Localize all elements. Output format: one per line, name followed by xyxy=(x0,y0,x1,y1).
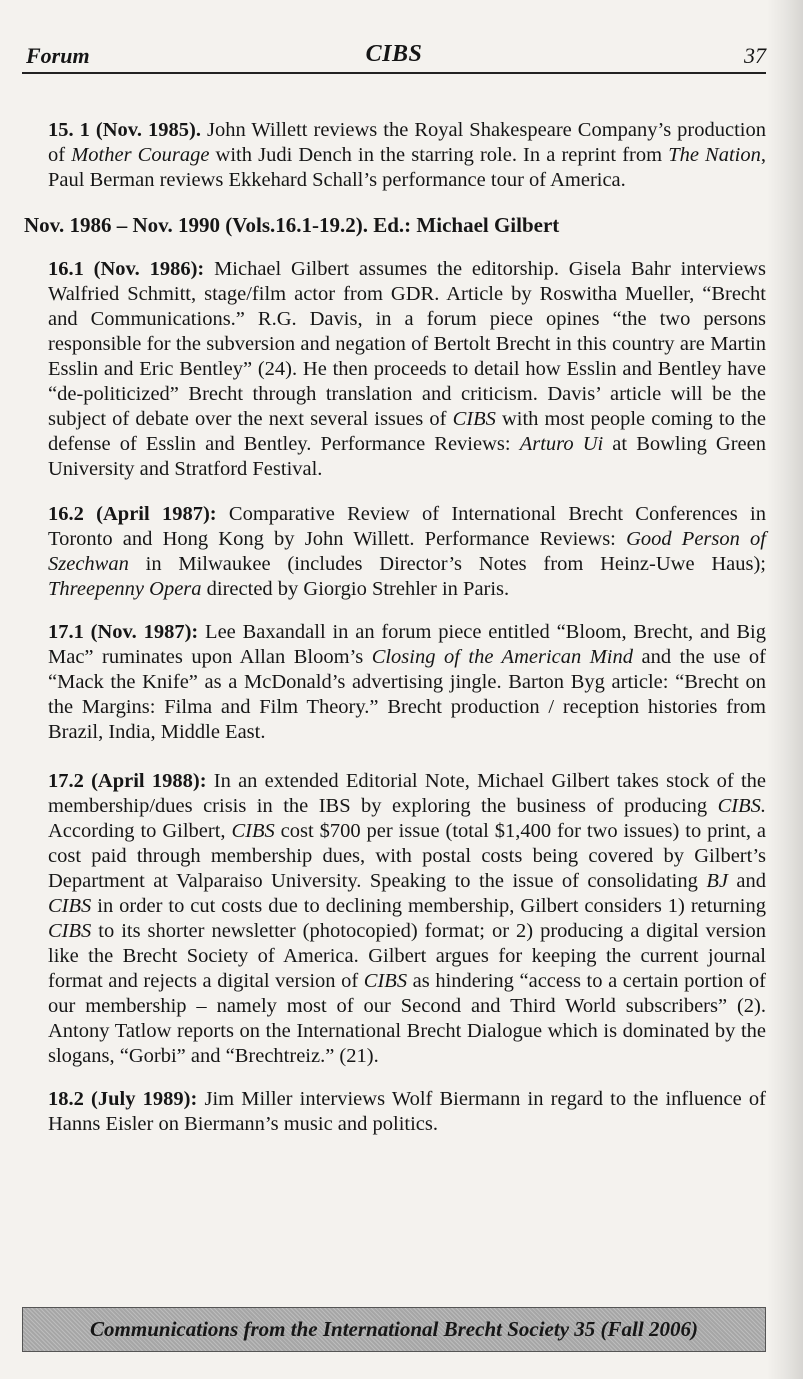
body-text xyxy=(22,118,766,1157)
entry-text: to its shorter newsletter (photocopied) format; or 2) producing a digital version like the Brecht Society of America. Gilbert argues for keeping the current journal format and rejects a digital version of xyxy=(48,920,766,992)
entry-label: 17.1 (Nov. 1987): xyxy=(48,621,199,643)
entry-15-1 xyxy=(22,118,766,193)
page-edge-shadow xyxy=(767,0,803,1379)
entry-title: CIBS xyxy=(363,970,408,992)
entry-title: CIBS xyxy=(452,408,496,430)
entry-text: In an extended Editorial Note, Michael Gilbert takes stock of the membership/dues crisis in the IBS by exploring the business of producing xyxy=(48,770,766,817)
entry-title: BJ xyxy=(706,870,728,892)
entry-title: CIBS xyxy=(48,895,92,917)
entry-title: Arturo Ui xyxy=(519,433,604,455)
entry-text: at Bowling Green University and Stratford Festival. xyxy=(48,433,766,480)
entry-text: Comparative Review of International Brecht Conferences in Toronto and Hong Kong by John Willett. Performance Reviews: xyxy=(48,503,766,550)
entry-text: and xyxy=(727,870,766,892)
entry-text: , Paul Berman reviews Ekkehard Schall’s performance tour of America. xyxy=(48,144,766,191)
entry-text: Lee Baxandall in an forum piece entitled “Bloom, Brecht, and Big Mac” ruminates upon Allan Bloom’s xyxy=(48,621,766,668)
entry-text: in Milwaukee (includes Director’s Notes from Heinz-Uwe Haus); xyxy=(128,553,766,575)
entry-text: According to Gilbert, xyxy=(48,820,232,842)
entry-label: 16.1 (Nov. 1986): xyxy=(48,258,205,280)
entry-text: Michael Gilbert assumes the editorship. Gisela Bahr interviews Walfried Schmitt, stage/film actor from GDR. Article by Roswitha Mueller, “Brecht and Communications.” R.G. Davis, in a forum piece opines “the two persons responsible for the subversion and negation of Bertolt Brecht in this country are Martin Esslin and Eric Bentley” (24). He then proceeds to detail how Esslin and Bentley have “de-politicized” Brecht through translation and criticism. Davis’ article will be the subject of debate over the next several issues of xyxy=(48,258,766,430)
entry-title: Threepenny Opera xyxy=(48,578,202,600)
section-heading: Nov. 1986 – Nov. 1990 (Vols.16.1-19.2). Ed.: Michael Gilbert xyxy=(24,213,560,237)
entry-text: John Willett reviews the Royal Shakespeare Company’s production of xyxy=(48,119,766,166)
entry-title: CIBS. xyxy=(717,795,766,817)
entry-title: Good Person of Szechwan xyxy=(48,528,767,575)
entry-text: directed by Giorgio Strehler in Paris. xyxy=(201,578,510,600)
entry-text: with Judi Dench in the starring role. In a reprint from xyxy=(209,144,669,166)
entry-17-2 xyxy=(22,769,766,1069)
header-journal-title: CIBS xyxy=(365,41,423,67)
header-section-name: Forum xyxy=(26,43,90,68)
entry-text: and the use of “Mack the Knife” as a McDonald’s advertising jingle. Barton Byg article: “Brecht on the Margins: Filma and Film Theory.” Brecht production / reception histories from Brazil, India, Middle East. xyxy=(48,646,766,743)
entry-title: CIBS xyxy=(48,920,92,942)
entry-title: Mother Courage xyxy=(71,144,210,166)
entry-17-1 xyxy=(22,620,766,745)
entry-label: 18.2 (July 1989): xyxy=(48,1088,198,1110)
entry-title: CIBS xyxy=(231,820,275,842)
entry-16-1 xyxy=(22,257,766,482)
entry-title: The Nation xyxy=(668,144,761,166)
entry-text: Jim Miller interviews Wolf Biermann in regard to the influence of Hanns Eisler on Biermann’s music and politics. xyxy=(48,1088,767,1135)
entry-18-2 xyxy=(22,1087,766,1137)
journal-footer-banner: Communications from the International Brecht Society 35 (Fall 2006) xyxy=(22,1307,766,1352)
header-page-number: 37 xyxy=(744,43,766,68)
entry-text: in order to cut costs due to declining membership, Gilbert considers 1) returning xyxy=(91,895,766,917)
entry-label: 16.2 (April 1987): xyxy=(48,503,217,525)
entry-text: as hindering “access to a certain portion of our membership – namely most of our Second and Third World subscribers” (2). Antony Tatlow reports on the International Brecht Dialogue which is dominated by the slogans, “Gorbi” and “Brechtreiz.” (21). xyxy=(48,970,767,1067)
entry-text: with most people coming to the defense of Esslin and Bentley. Performance Reviews: xyxy=(48,408,766,455)
document-page xyxy=(22,0,766,1379)
entry-label: 15. 1 (Nov. 1985). xyxy=(48,119,201,141)
entry-text: cost $700 per issue (total $1,400 for two issues) to print, a cost paid through membership dues, with postal costs being covered by Gilbert’s Department at Valparaiso University. Speaking to the issue of consolidating xyxy=(48,820,766,892)
entry-label: 17.2 (April 1988): xyxy=(48,770,207,792)
entry-16-2 xyxy=(22,502,766,602)
entry-title: Closing of the American Mind xyxy=(371,646,634,668)
running-header xyxy=(22,40,766,74)
